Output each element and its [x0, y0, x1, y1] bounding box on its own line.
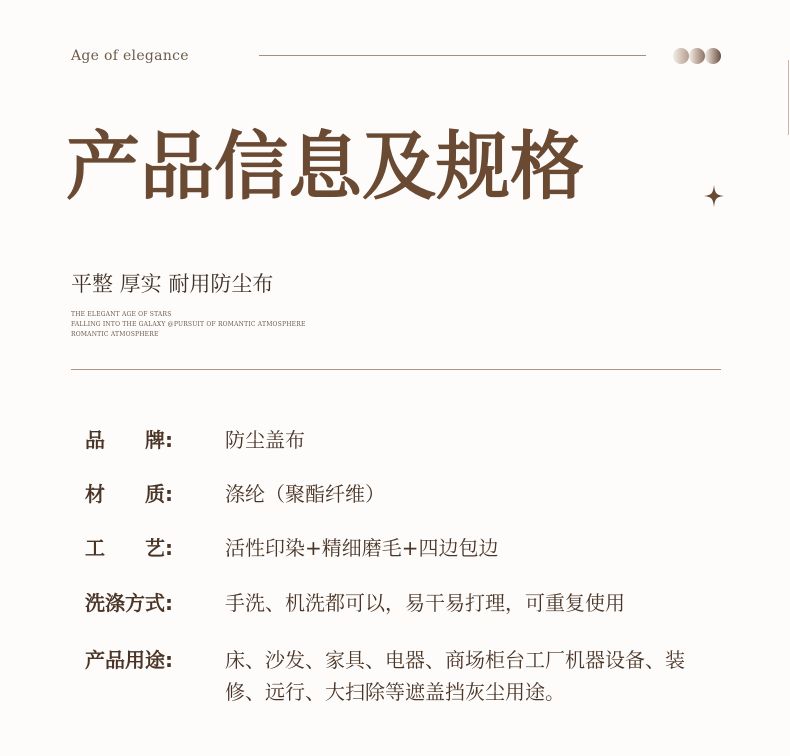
spec-value: 手洗、机洗都可以，易干易打理，可重复使用 — [225, 591, 625, 615]
subtitle: 平整 厚实 耐用防尘布 — [71, 272, 274, 296]
spec-label: 品 牌: — [85, 428, 173, 452]
spec-label: 工 艺: — [85, 536, 173, 560]
page-title: 产品信息及规格 — [66, 124, 584, 210]
header-line — [259, 55, 646, 56]
spec-value: 床、沙发、家具、电器、商场柜台工厂机器设备、装修、远行、大扫除等遮盖挡灰尘用途。 — [225, 648, 685, 704]
decorative-dots-icon — [672, 46, 722, 66]
section-divider — [71, 369, 721, 370]
small-line-3: ROMANTIC ATMOSPHERE — [71, 331, 159, 338]
spec-label: 材 质: — [85, 482, 173, 506]
brand-tagline: Age of elegance — [71, 48, 189, 64]
spec-label: 洗涤方式: — [85, 591, 173, 615]
sparkle-icon — [704, 185, 724, 207]
small-line-1: THE ELEGANT AGE OF STARS — [71, 311, 172, 318]
spec-value: 涤纶（聚酯纤维） — [225, 482, 385, 506]
edge-line — [788, 60, 789, 135]
spec-value: 活性印染+精细磨毛+四边包边 — [225, 536, 499, 560]
small-line-2: FALLING INTO THE GALAXY @PURSUIT OF ROMANTIC ATMOSPHERE — [71, 321, 306, 328]
spec-value: 防尘盖布 — [225, 428, 305, 452]
spec-label: 产品用途: — [85, 648, 173, 672]
